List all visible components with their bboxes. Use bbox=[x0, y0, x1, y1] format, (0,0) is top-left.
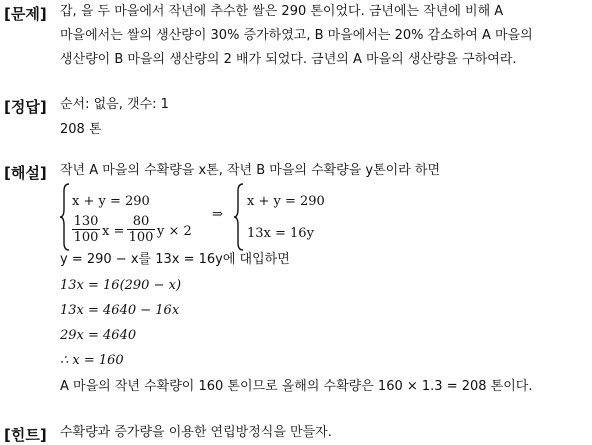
system1-equation-1: x + y = 290 bbox=[72, 194, 150, 209]
problem-line-1: 갑, 을 두 마을에서 작년에 추수한 쌀은 290 톤이었다. 금년에는 작년에 비해 A bbox=[60, 4, 504, 19]
solution-intro: 작년 A 마을의 수확량을 x톤, 작년 B 마을의 수확량을 y톤이라 하면 bbox=[60, 163, 441, 178]
hint-tag: [힌트] bbox=[4, 426, 47, 444]
answer-tag: [정답] bbox=[4, 98, 47, 116]
answer-line-1: 순서: 없음, 갯수: 1 bbox=[60, 97, 169, 112]
system1-x-equals: x = bbox=[102, 224, 125, 239]
answer-line-2: 208 톤 bbox=[60, 122, 102, 137]
problem-tag: [문제] bbox=[4, 5, 47, 23]
system1-tail: y × 2 bbox=[157, 224, 192, 239]
left-brace-1 bbox=[60, 183, 70, 251]
problem-line-3: 생산량이 B 마을의 생산량의 2 배가 되었다. 금년의 A 마을의 생산량을 구하여라. bbox=[60, 52, 517, 67]
system1-fraction-2 bbox=[127, 214, 155, 245]
solution-tag: [해설] bbox=[4, 164, 47, 182]
hint-text: 수확량과 증가량을 이용한 연립방정식을 만들자. bbox=[60, 425, 332, 440]
fraction-2-numerator: 80 bbox=[132, 214, 150, 229]
fraction-1-numerator: 130 bbox=[73, 214, 99, 229]
fraction-1-denominator: 100 bbox=[73, 230, 99, 245]
solution-step-5: ∴ x = 160 bbox=[60, 353, 124, 368]
system2-equation-1: x + y = 290 bbox=[247, 194, 325, 209]
system2-equation-2: 13x = 16y bbox=[247, 226, 314, 241]
solution-step-4: 29x = 4640 bbox=[60, 328, 137, 343]
solution-step-1: y = 290 − x를 13x = 16y에 대입하면 bbox=[60, 252, 290, 267]
system1-fraction-1 bbox=[72, 214, 100, 245]
fraction-2-denominator: 100 bbox=[128, 230, 154, 245]
implies-arrow: ⇒ bbox=[212, 207, 223, 222]
solution-step-2: 13x = 16(290 − x) bbox=[60, 278, 182, 293]
solution-conclusion: A 마을의 작년 수확량이 160 톤이므로 올해의 수확량은 160 × 1.3 = 208 톤이다. bbox=[60, 379, 533, 394]
solution-step-3: 13x = 4640 − 16x bbox=[60, 303, 180, 318]
problem-line-2: 마을에서는 쌀의 생산량이 30% 증가하였고, B 마을에서는 20% 감소하여 A 마을의 bbox=[60, 28, 533, 43]
left-brace-2 bbox=[234, 183, 244, 251]
